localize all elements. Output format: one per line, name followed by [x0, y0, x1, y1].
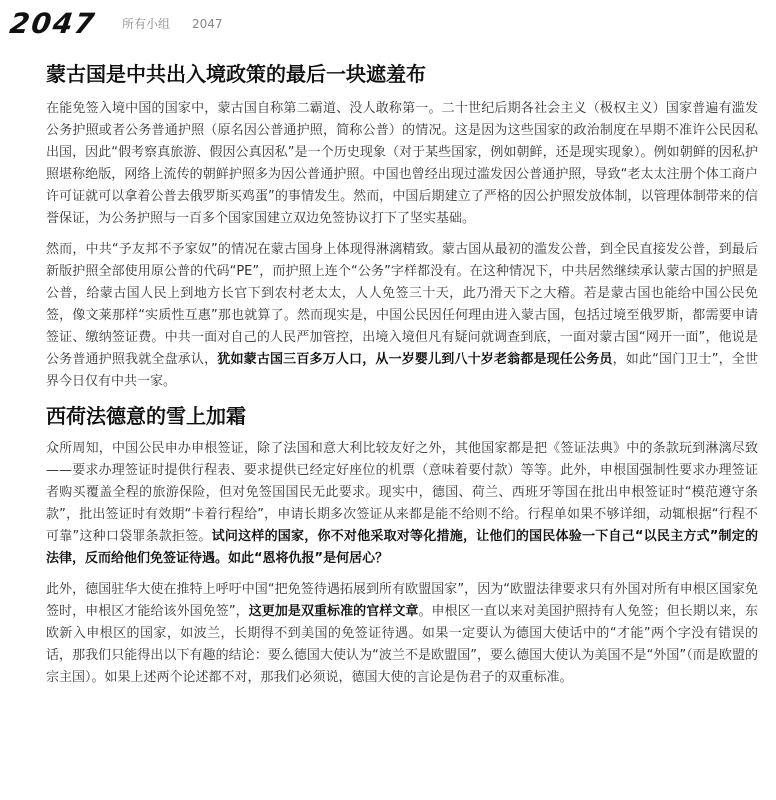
section-heading-mongolia: 蒙古国是中共出入境政策的最后一块遮羞布 — [46, 62, 426, 86]
paragraph-text: 众所周知，中国公民申办申根签证，除了法国和意大利比较友好之外，其他国家都是把《签证法典》中的条款玩到淋漓尽致——要求办理签证时提供行程表、要求提供已经定好座位的机票（意味着要付款）等等。此外，申根国强制性要求办理签证者购买覆盖全程的旅游保险，但对免签国国民无此要求。现实中，德国、荷兰、西班牙等国在批出申根签证时“模范遵守条款”，批出签证时有效期“卡着行程给”，申请长期多次签证从来都是能不给则不给。行程单如果不够详细，动辄根据“行程不可靠”这种口袋罪条款拒签。 — [46, 441, 758, 544]
paragraph-text: 。申根区一直以来对美国护照持有人免签；但长期以来，东欧新入申根区的国家，如波兰，长期得不到美国的免签证待遇。如果一定要认为德国大使话中的“才能”两个字没有错误的话，那我们只能得出以下有趣的结论：要么德国大使认为“波兰不是欧盟国”，要么德国大使认为美国不是“外国”（而是欧盟的宗主国）。如果上述两个论述都不对，那我们必须说，德国大使的言论是伪君子的双重标准。 — [46, 604, 758, 685]
site-logo[interactable]: 2047 — [7, 7, 99, 40]
paragraph — [46, 438, 758, 570]
paragraph — [46, 579, 758, 689]
bold-emphasis: 犹如蒙古国三百多万人口，从一岁婴儿到八十岁老翁都是现任公务员 — [217, 352, 613, 367]
section-heading-schengen: 西荷法德意的雪上加霜 — [46, 404, 246, 428]
article-body — [46, 48, 758, 698]
bold-emphasis: 试问这样的国家，你不对他采取对等化措施，让他们的国民体验一下自己“以民主方式”制定的法律，反而给他们免签证待遇。如此“恩将仇报”是何居心？ — [46, 529, 758, 566]
paragraph: 在能免签入境中国的国家中，蒙古国自称第二霸道、没人敢称第一。二十世纪后期各社会主义（极权主义）国家普遍有滥发公务护照或者公务普通护照（原名因公普通护照，简称公普）的情况。这是因为这些国家的政治制度在早期不准许公民因私出国，因此“假考察真旅游、假因公真因私”是一个历史现象（对于某些国家，例如朝鲜，还是现实现象）。例如朝鲜的因私护照堪称绝版，网络上流传的朝鲜护照多为因公普通护照。中国也曾经出现过滥发因公普通护照，导致“老太太注册个体工商户许可证就可以拿着公普去俄罗斯买鸡蛋”的事情发生。然而，中国后期建立了严格的因公护照发放体制，以管理体制带来的信誉保证，为公务护照与一百多个国家国建立双边免签协议打下了坚实基础。 — [46, 101, 758, 226]
paragraph — [46, 239, 758, 393]
nav-link-2047[interactable]: 2047 — [191, 17, 223, 31]
paragraph-text: 然而，中共“予友邦不予家奴”的情况在蒙古国身上体现得淋漓精致。蒙古国从最初的滥发公普，到全民直接发公普，到最后新版护照全部使用原公普的代码“PE”，而护照上连个“公务”字样都没有。在这种情况下，中共居然继续承认蒙古国的护照是公普，给蒙古国人民上到地方长官下到农村老太太，人人免签三十天，此乃滑天下之大稽。若是蒙古国也能给中国公民免签，像文莱那样“实质性互惠”那也就算了。然而现实是，中国公民因任何理由进入蒙古国，包括过境至俄罗斯，都需要申请签证、缴纳签证费。中共一面对自己的人民严加管控，出境入境但凡有疑问就调查到底，一面对蒙古国“网开一面”，他说是公务普通护照我就全盘承认， — [46, 242, 758, 367]
paragraph-text: 此外，德国驻华大使在推特上呼吁中国“把免签待遇拓展到所有欧盟国家”，因为“欧盟法律要求只有外国对所有申根区国家免签时，申根区才能给该外国免签”， — [46, 582, 758, 619]
bold-emphasis: 这更加是双重标准的官样文章 — [248, 604, 419, 619]
paragraph-text: ，如此“国门卫士”，全世界今日仅有中共一家。 — [46, 352, 758, 389]
top-navigation-bar — [0, 0, 776, 48]
nav-link-all-groups[interactable]: 所有小组 — [121, 17, 170, 31]
